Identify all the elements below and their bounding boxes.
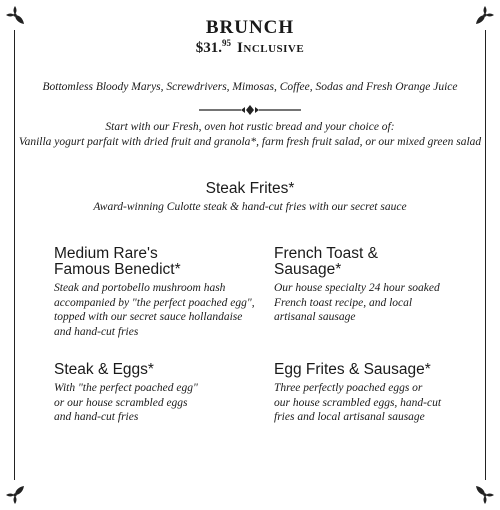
corner-ornament-bottom-left (4, 484, 26, 506)
featured-item-name: Steak Frites* (205, 180, 295, 197)
menu-item-description (274, 381, 499, 425)
featured-item-description: Award-winning Culotte steak & hand-cut fries with our secret sauce (93, 201, 407, 213)
menu-item-egg-frites (274, 362, 499, 425)
menu-item-name-line: Famous Benedict* (54, 261, 181, 278)
description-line: artisanal sausage (274, 311, 356, 323)
menu-item-name (54, 246, 279, 278)
menu-item-name-line: Sausage* (274, 261, 342, 278)
menu-item-description (54, 381, 279, 425)
description-line: and hand-cut fries (54, 411, 139, 423)
menu-title: BRUNCH (205, 17, 295, 38)
menu-item-description (54, 281, 279, 339)
price-suffix: Inclusive (237, 40, 305, 56)
menu-item-steak-eggs (54, 362, 279, 425)
menu-item-name (274, 246, 499, 278)
description-line: and hand-cut fries (54, 325, 139, 338)
drinks-line: Bottomless Bloody Marys, Screwdrivers, Mimosas, Coffee, Sodas and Fresh Orange Juice (42, 81, 458, 93)
description-line: or our house scrambled eggs (54, 396, 188, 409)
menu-item-benedict (54, 246, 279, 339)
starter-description (0, 120, 500, 150)
description-line: our house scrambled eggs, hand-cut (274, 396, 442, 409)
description-line: Our house specialty 24 hour soaked (274, 282, 440, 294)
description-line: topped with our secret sauce hollandaise (54, 311, 243, 323)
menu-price (0, 38, 500, 57)
description-line: fries and local artisanal sausage (274, 411, 425, 423)
description-line: Three perfectly poached eggs or (274, 382, 423, 394)
description-line: Steak and portobello mushroom hash (54, 282, 226, 294)
fleur-de-lis-icon (4, 484, 26, 506)
border-line-left (14, 30, 15, 480)
menu-item-description (274, 281, 499, 325)
menu-item-french-toast (274, 246, 499, 325)
starter-line: Start with our Fresh, oven hot rustic bread and your choice of: (105, 121, 395, 133)
price-cents: 95 (222, 38, 232, 48)
price-dollars: $31. (195, 40, 223, 56)
menu-item-name: Steak & Eggs* (54, 361, 154, 378)
corner-ornament-bottom-right (474, 484, 496, 506)
fleur-de-lis-icon (474, 484, 496, 506)
description-line: With "the perfect poached egg" (54, 382, 198, 394)
menu-item-name: Egg Frites & Sausage* (274, 361, 431, 378)
menu-item-name-line: French Toast & (274, 245, 378, 262)
menu-item-name-line: Medium Rare's (54, 245, 158, 262)
ornamental-divider-icon (197, 104, 303, 116)
starter-line: Vanilla yogurt parfait with dried fruit and granola*, farm fresh fruit salad, or our mixed green salad (18, 136, 482, 148)
description-line: accompanied by "the perfect poached egg", (54, 296, 255, 309)
description-line: French toast recipe, and local (274, 296, 413, 309)
